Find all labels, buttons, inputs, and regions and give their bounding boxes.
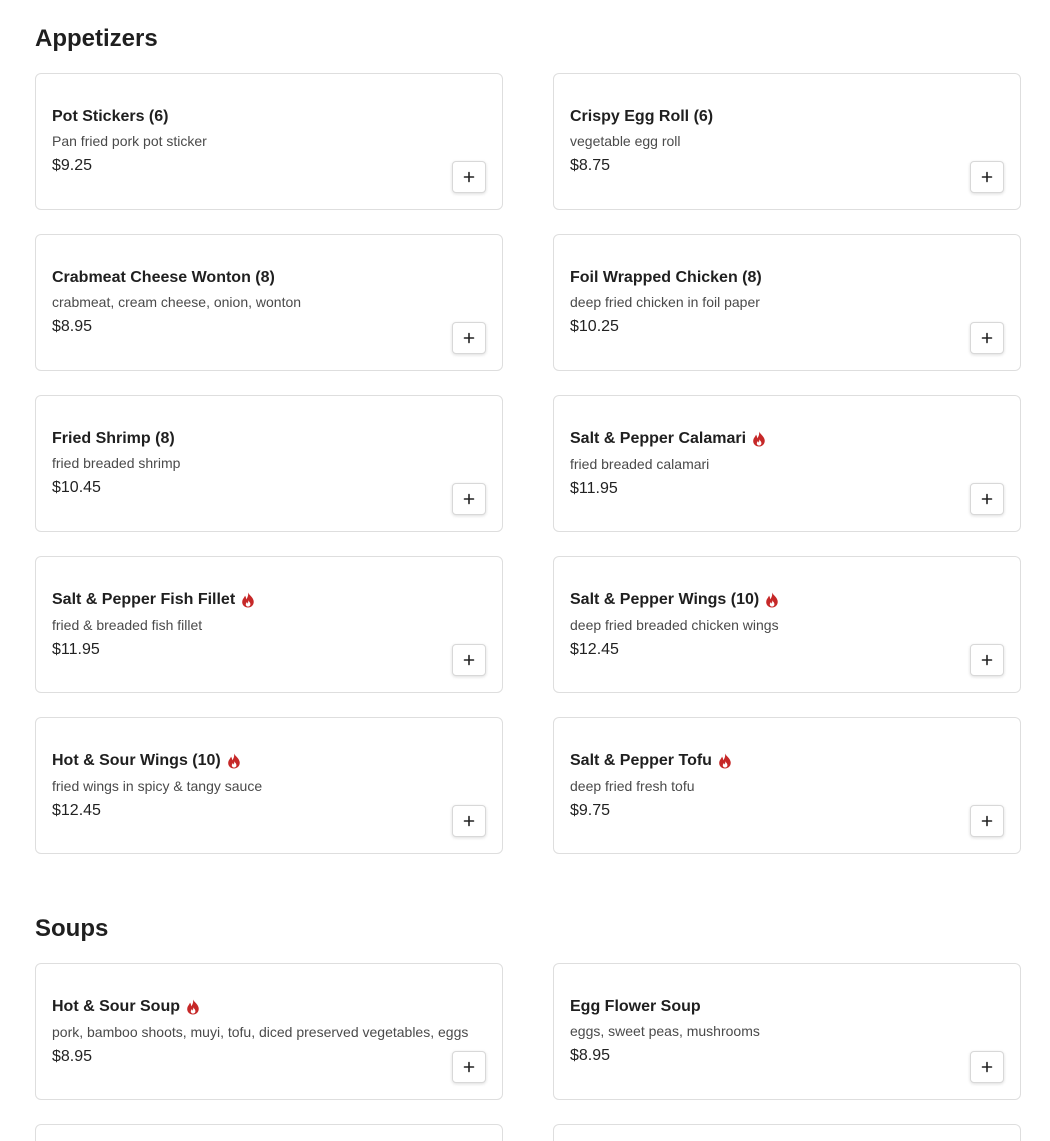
plus-icon (981, 654, 993, 666)
menu-item-card[interactable] (553, 963, 1021, 1100)
add-to-cart-button[interactable] (452, 161, 486, 193)
menu-item-body (52, 589, 432, 661)
add-to-cart-button[interactable] (970, 1051, 1004, 1083)
plus-icon (981, 1061, 993, 1073)
menu-grid (35, 963, 1021, 1141)
menu-item-body (570, 589, 950, 661)
plus-icon (463, 332, 475, 344)
item-name: Hot & Sour Soup (52, 998, 180, 1015)
plus-icon (981, 815, 993, 827)
add-to-cart-button[interactable] (970, 322, 1004, 354)
menu-item-card[interactable] (553, 1124, 1021, 1141)
menu-item-body (52, 996, 469, 1068)
item-name-row (570, 106, 950, 128)
item-name-row (52, 750, 432, 772)
flame-icon (227, 753, 241, 769)
item-price: $10.25 (570, 318, 619, 335)
add-to-cart-button[interactable] (970, 805, 1004, 837)
menu-item-card[interactable] (35, 73, 503, 210)
item-name-row (52, 106, 432, 128)
flame-icon (752, 431, 766, 447)
item-price: $11.95 (570, 480, 618, 497)
item-price: $8.95 (570, 1047, 611, 1064)
item-name-row (52, 428, 432, 450)
item-name: Crabmeat Cheese Wonton (8) (52, 269, 275, 286)
item-description: deep fried fresh tofu (570, 778, 695, 794)
menu-item-card[interactable] (35, 556, 503, 693)
menu-item-body (570, 267, 950, 338)
plus-icon (981, 171, 993, 183)
menu-item-body (52, 428, 432, 499)
menu-item-card[interactable] (553, 395, 1021, 532)
item-name: Salt & Pepper Wings (10) (570, 591, 760, 608)
menu-item-body (52, 267, 432, 338)
item-name: Salt & Pepper Calamari (570, 430, 747, 447)
item-name-row (570, 996, 950, 1018)
menu-item-body (570, 428, 950, 500)
item-description: fried wings in spicy & tangy sauce (52, 778, 263, 794)
item-name-row (52, 589, 432, 611)
menu-item-card[interactable] (35, 234, 503, 371)
plus-icon (981, 332, 993, 344)
item-name: Fried Shrimp (8) (52, 430, 175, 447)
item-name: Egg Flower Soup (570, 998, 701, 1015)
menu-item-card[interactable] (35, 1124, 503, 1141)
menu-item-card[interactable] (35, 963, 503, 1100)
item-name-row (570, 267, 950, 289)
plus-icon (463, 171, 475, 183)
item-name-row (52, 996, 432, 1018)
item-price: $11.95 (52, 641, 100, 658)
add-to-cart-button[interactable] (452, 322, 486, 354)
item-price: $9.75 (570, 802, 611, 819)
plus-icon (463, 654, 475, 666)
item-name: Pot Stickers (6) (52, 108, 169, 125)
item-name-row (570, 589, 950, 611)
item-price: $8.75 (570, 157, 611, 174)
menu-item-card[interactable] (553, 717, 1021, 854)
plus-icon (463, 1061, 475, 1073)
item-description: pork, bamboo shoots, muyi, tofu, diced preserved vegetables, eggs (52, 1024, 469, 1040)
menu-item-body (52, 750, 432, 822)
plus-icon (463, 815, 475, 827)
item-price: $8.95 (52, 1048, 93, 1065)
flame-icon (241, 592, 255, 608)
menu-item-body (52, 106, 432, 177)
add-to-cart-button[interactable] (970, 644, 1004, 676)
menu-item-body (570, 996, 950, 1067)
item-description: deep fried chicken in foil paper (570, 294, 760, 310)
flame-icon (186, 999, 200, 1015)
item-description: fried breaded shrimp (52, 455, 181, 471)
item-description: crabmeat, cream cheese, onion, wonton (52, 294, 302, 310)
add-to-cart-button[interactable] (970, 483, 1004, 515)
plus-icon (981, 493, 993, 505)
item-description: fried & breaded fish fillet (52, 617, 203, 633)
plus-icon (463, 493, 475, 505)
item-description: Pan fried pork pot sticker (52, 133, 207, 149)
item-price: $10.45 (52, 479, 101, 496)
item-price: $9.25 (52, 157, 93, 174)
menu-item-card[interactable] (553, 556, 1021, 693)
add-to-cart-button[interactable] (452, 805, 486, 837)
item-name: Foil Wrapped Chicken (8) (570, 269, 762, 286)
section-appetizers (35, 0, 1021, 860)
menu-item-body (570, 750, 950, 822)
item-description: deep fried breaded chicken wings (570, 617, 779, 633)
item-price: $12.45 (52, 802, 101, 819)
item-name: Salt & Pepper Fish Fillet (52, 591, 236, 608)
item-description: eggs, sweet peas, mushrooms (570, 1023, 760, 1039)
section-title: Soups (35, 915, 109, 942)
item-price: $8.95 (52, 318, 93, 335)
section-soups (35, 890, 1021, 1141)
menu-item-card[interactable] (553, 73, 1021, 210)
menu-item-card[interactable] (553, 234, 1021, 371)
item-name-row (570, 428, 950, 450)
item-name: Crispy Egg Roll (6) (570, 108, 714, 125)
add-to-cart-button[interactable] (452, 644, 486, 676)
add-to-cart-button[interactable] (452, 483, 486, 515)
menu-grid (35, 73, 1021, 854)
item-name: Salt & Pepper Tofu (570, 752, 712, 769)
item-name: Hot & Sour Wings (10) (52, 752, 221, 769)
item-description: fried breaded calamari (570, 456, 710, 472)
menu-item-card[interactable] (35, 717, 503, 854)
item-name-row (570, 750, 950, 772)
add-to-cart-button[interactable] (970, 161, 1004, 193)
add-to-cart-button[interactable] (452, 1051, 486, 1083)
flame-icon (765, 592, 779, 608)
menu-item-body (570, 106, 950, 177)
flame-icon (718, 753, 732, 769)
item-price: $12.45 (570, 641, 619, 658)
item-name-row (52, 267, 432, 289)
item-description: vegetable egg roll (570, 133, 681, 149)
menu-item-card[interactable] (35, 395, 503, 532)
section-title: Appetizers (35, 25, 158, 52)
